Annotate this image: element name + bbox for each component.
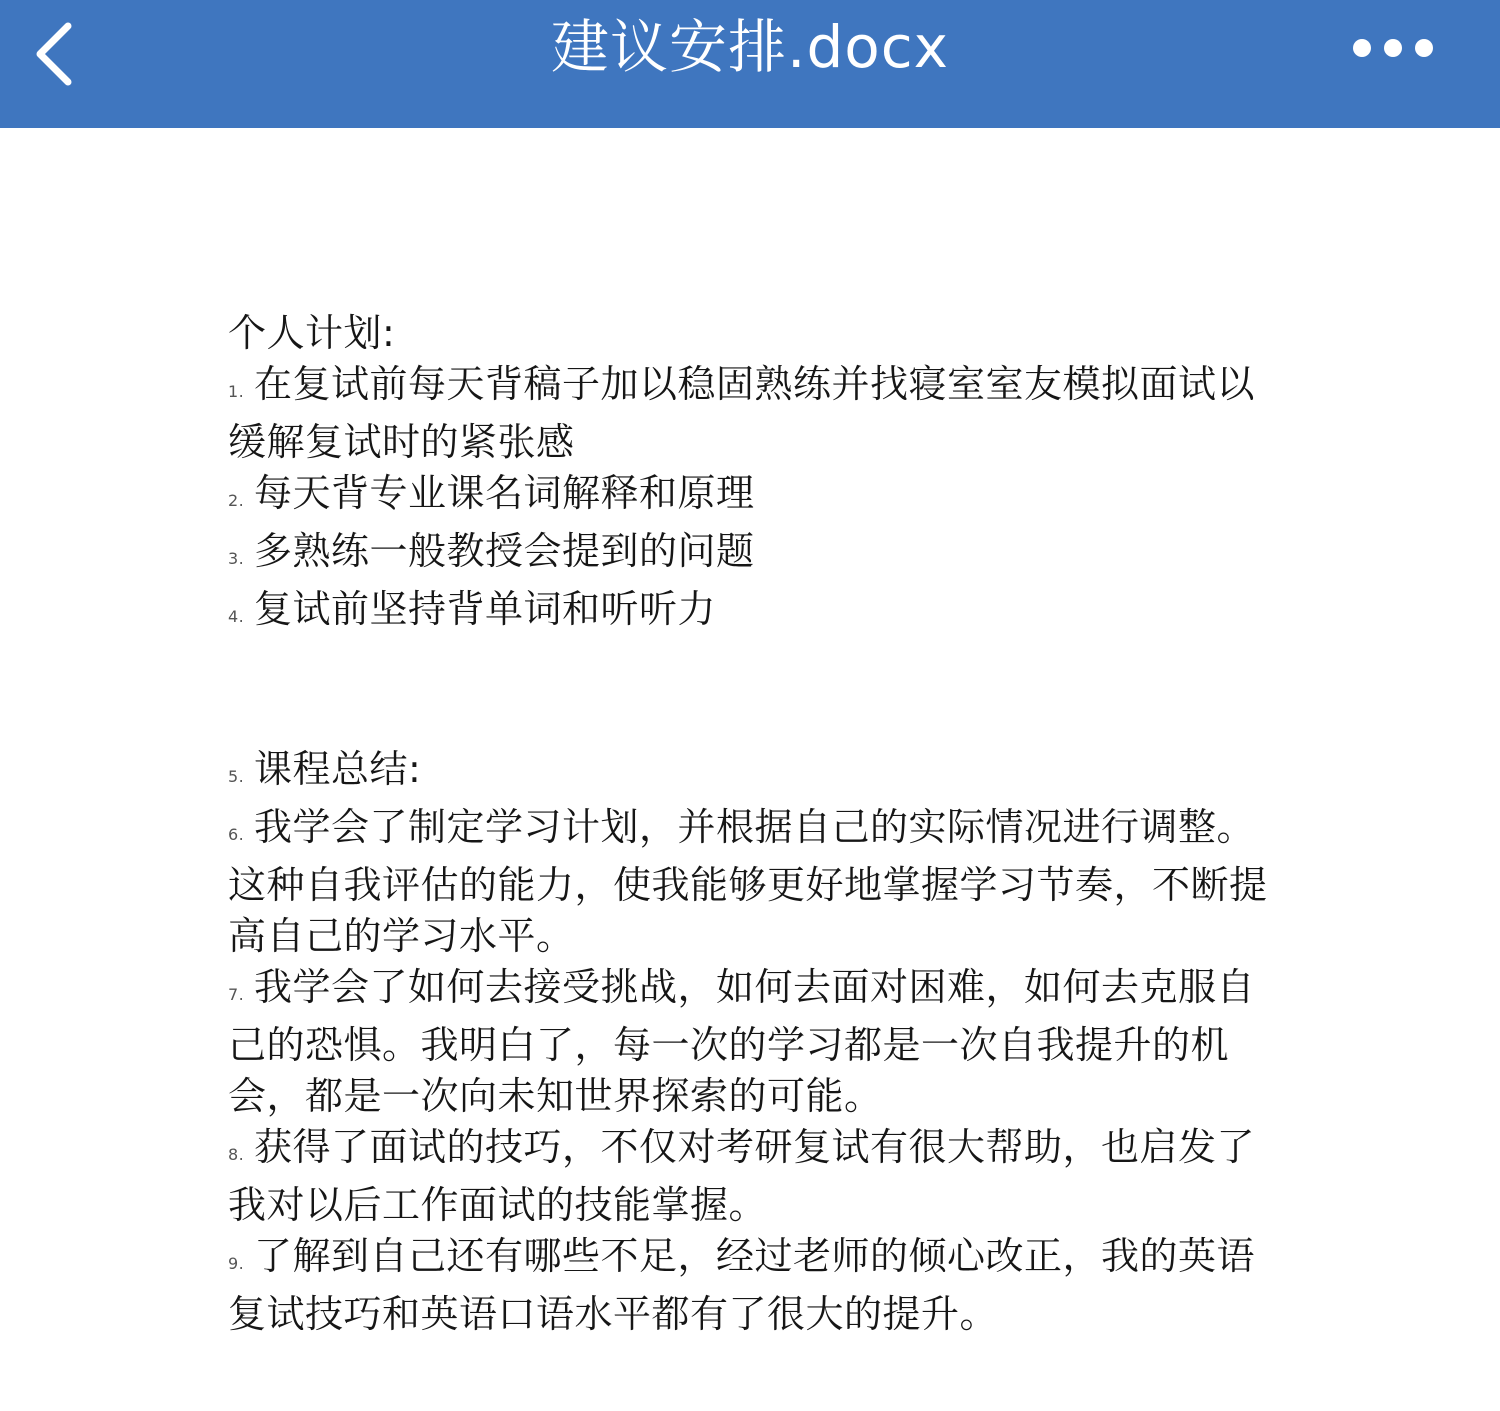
summary-heading <box>228 744 1288 802</box>
list-item-text: 多熟练一般教授会提到的问题 <box>254 529 755 573</box>
back-button[interactable] <box>26 22 86 86</box>
paragraph-gap <box>228 642 1288 744</box>
list-number: 4. <box>228 607 245 626</box>
list-number: 3. <box>228 549 245 568</box>
list-item <box>228 468 1288 526</box>
list-item-text: 每天背专业课名词解释和原理 <box>254 471 755 515</box>
top-navigation-bar <box>0 0 1500 128</box>
list-item-text: 在复试前每天背稿子加以稳固熟练并找寝室室友模拟面试以缓解复试时的紧张感 <box>228 362 1256 464</box>
summary-heading-text: 课程总结: <box>254 747 422 791</box>
list-item <box>228 584 1288 642</box>
list-number: 7. <box>228 985 245 1004</box>
document-title: 建议安排.docx <box>551 13 949 81</box>
list-item <box>228 1231 1288 1340</box>
list-number: 1. <box>228 382 245 401</box>
list-item-text: 获得了面试的技巧，不仅对考研复试有很大帮助，也启发了我对以后工作面试的技能掌握。 <box>228 1125 1256 1227</box>
list-item-text: 我学会了如何去接受挑战，如何去面对困难，如何去克服自己的恐惧。我明白了，每一次的学习都是一次自我提升的机会，都是一次向未知世界探索的可能。 <box>228 965 1256 1118</box>
plan-heading: 个人计划: <box>228 311 396 355</box>
list-item <box>228 802 1288 962</box>
list-item-text: 复试前坚持背单词和听听力 <box>254 587 717 631</box>
list-number: 9. <box>228 1254 245 1273</box>
list-item <box>228 962 1288 1122</box>
list-item-text: 我学会了制定学习计划，并根据自己的实际情况进行调整。这种自我评估的能力，使我能够更好地掌握学习节奏，不断提高自己的学习水平。 <box>228 805 1268 958</box>
chevron-left-icon <box>26 22 86 86</box>
list-item <box>228 1122 1288 1231</box>
more-options-button[interactable] <box>1348 30 1438 66</box>
list-item <box>228 526 1288 584</box>
list-item-text: 了解到自己还有哪些不足，经过老师的倾心改正，我的英语复试技巧和英语口语水平都有了很大的提升。 <box>228 1234 1256 1336</box>
document-body <box>228 308 1288 1340</box>
list-number: 8. <box>228 1145 245 1164</box>
list-number: 5. <box>228 767 245 786</box>
more-horizontal-icon <box>1348 30 1438 66</box>
list-item <box>228 359 1288 468</box>
list-number: 6. <box>228 825 245 844</box>
list-number: 2. <box>228 491 245 510</box>
